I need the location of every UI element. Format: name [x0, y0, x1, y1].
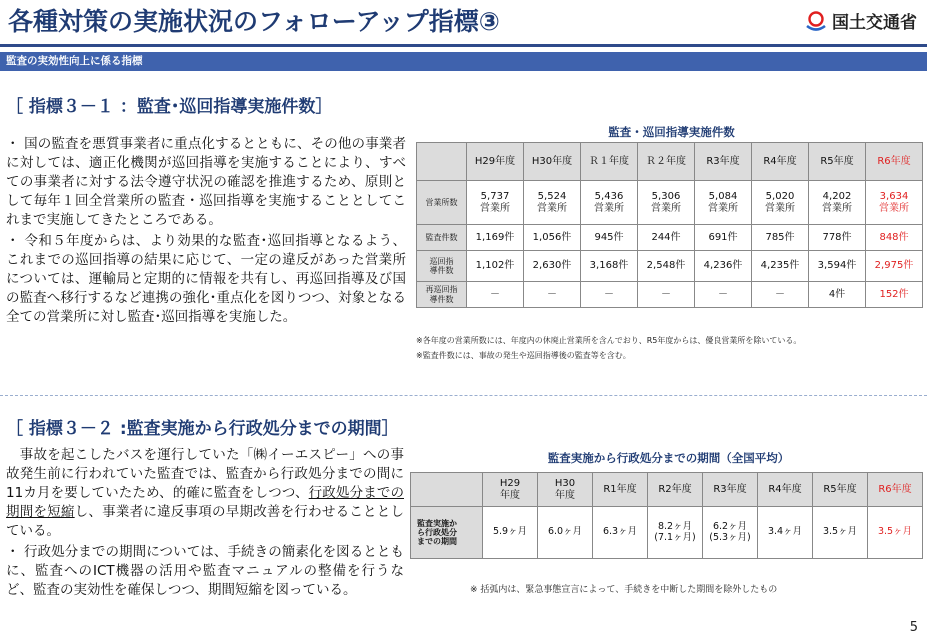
- org-name: 国土交通省: [832, 13, 917, 33]
- table2-cell: 3.5ヶ月: [868, 507, 923, 559]
- table1-cell: －: [524, 282, 581, 308]
- table1-col-header: H30年度: [524, 143, 581, 181]
- underlined-phrase: 行政処分までの期間を短縮: [6, 485, 404, 520]
- table1-row: [417, 251, 923, 282]
- table1-cell: 5,436 営業所: [581, 181, 638, 225]
- table2-cell: 6.2ヶ月 (5.3ヶ月): [703, 507, 758, 559]
- table2-cell: 6.3ヶ月: [593, 507, 648, 559]
- table1-cell: 785件: [752, 225, 809, 251]
- table1-cell: 1,102件: [467, 251, 524, 282]
- table2-cell: 8.2ヶ月 (7.1ヶ月): [648, 507, 703, 559]
- section2-text: [6, 446, 404, 602]
- table1-cell: 5,524 営業所: [524, 181, 581, 225]
- table1-cell: 152件: [866, 282, 923, 308]
- table2-cell: 3.4ヶ月: [758, 507, 813, 559]
- table1-cell: 4件: [809, 282, 866, 308]
- table1-row-label: 営業所数: [417, 181, 467, 225]
- table1-cell: 2,630件: [524, 251, 581, 282]
- table1-cell: 244件: [638, 225, 695, 251]
- header-rule: [0, 44, 927, 47]
- org-logo: [805, 8, 917, 33]
- table2-corner: [411, 473, 483, 507]
- mlit-logo-icon: [805, 10, 827, 32]
- table1-col-header: H29年度: [467, 143, 524, 181]
- table2-cell: 6.0ヶ月: [538, 507, 593, 559]
- table1: [416, 142, 923, 308]
- table1-cell: 5,020 営業所: [752, 181, 809, 225]
- section2-paragraph-2: ・ 行政処分までの期間については、手続きの簡素化を図るとともに、監査へのICT機器の活用や監査マニュアルの整備を行うなど、監査の実効性を確保しつつ、期間短縮を図っている。: [6, 544, 404, 598]
- table1-col-header: R5年度: [809, 143, 866, 181]
- table1-cell: 3,594件: [809, 251, 866, 282]
- table1-cell: 4,236件: [695, 251, 752, 282]
- table1-cell: －: [581, 282, 638, 308]
- table1-cell: 2,975件: [866, 251, 923, 282]
- table1-corner: [417, 143, 467, 181]
- table2-title: 監査実施から行政処分までの期間（全国平均）: [547, 451, 790, 465]
- table2-col-header: R1年度: [593, 473, 648, 507]
- table1-cell: 945件: [581, 225, 638, 251]
- table1-row-label: 再巡回指 導件数: [417, 282, 467, 308]
- table1-cell: 3,634 営業所: [866, 181, 923, 225]
- table1-row: [417, 181, 923, 225]
- table1-row: [417, 282, 923, 308]
- table2-row: [411, 507, 923, 559]
- table2-col-header: R3年度: [703, 473, 758, 507]
- table1-note-2: ※監査件数には、事故の発生や巡回指導後の監査等を含む。: [416, 351, 631, 360]
- section1-paragraph-2: ・ 令和５年度からは、より効果的な監査･巡回指導となるよう、これまでの巡回指導の結果に応じて、一定の違反があった営業所については、運輸局と定期的に情報を共有し、再巡回指導及び国の監査へ移行するなど連携の強化･重点化を図りつつ、対象となる全ての営業所に対し監査･巡回指導を実施した。: [6, 233, 406, 325]
- table1-cell: －: [752, 282, 809, 308]
- table1-col-header: R4年度: [752, 143, 809, 181]
- table2-cell: 3.5ヶ月: [813, 507, 868, 559]
- table2-cell: 5.9ヶ月: [483, 507, 538, 559]
- section2-title: ［ 指標３－２ :監査実施から行政処分までの期間］: [6, 419, 399, 439]
- table1-row: [417, 225, 923, 251]
- table2-col-header: H29 年度: [483, 473, 538, 507]
- table1-cell: 691件: [695, 225, 752, 251]
- subtitle-bar: 監査の実効性向上に係る指標: [0, 52, 927, 71]
- table1-col-header: R6年度: [866, 143, 923, 181]
- table1-title: 監査・巡回指導実施件数: [608, 125, 735, 139]
- table1-cell: 4,202 営業所: [809, 181, 866, 225]
- section2-paragraph-1: 事故を起こしたバスを運行していた「㈱イーエスピー」への事故発生前に行われていた監査では、監査から行政処分までの間に11カ月を要していたため、的確に監査をしつつ、行政処分までの期間を短縮し、事業者に違反事項の早期改善を行わせることとしている。: [6, 447, 405, 539]
- table1-cell: －: [695, 282, 752, 308]
- table2-col-header: R2年度: [648, 473, 703, 507]
- table1-col-header: Ｒ２年度: [638, 143, 695, 181]
- table2: [410, 472, 923, 559]
- table1-cell: －: [638, 282, 695, 308]
- table1-cell: 848件: [866, 225, 923, 251]
- table1-col-header: Ｒ１年度: [581, 143, 638, 181]
- section1-paragraph-1: ・ 国の監査を悪質事業者に重点化するとともに、その他の事業者に対しては、適正化機関が巡回指導を実施することにより、すべての事業者に対する法令遵守状況の確認を推進するため、原則として毎年１回全営業所の監査・巡回指導を実施することとしてこれまで実施してきたところである。: [6, 136, 406, 228]
- section-divider: [0, 395, 927, 396]
- section1-text: [6, 135, 406, 329]
- table1-cell: －: [467, 282, 524, 308]
- page-title: 各種対策の実施状況のフォローアップ指標③: [8, 7, 500, 36]
- table1-row-label: 監査件数: [417, 225, 467, 251]
- table1-cell: 778件: [809, 225, 866, 251]
- table1-cell: 5,084 営業所: [695, 181, 752, 225]
- table2-row-label: 監査実施か ら行政処分 までの期間: [411, 507, 483, 559]
- page-number: 5: [909, 620, 918, 635]
- table2-col-header: R5年度: [813, 473, 868, 507]
- table1-row-label: 巡回指 導件数: [417, 251, 467, 282]
- table2-note: ※ 括弧内は、緊急事態宣言によって、手続きを中断した期間を除外したもの: [470, 585, 778, 595]
- table2-col-header: R4年度: [758, 473, 813, 507]
- table1-cell: 1,169件: [467, 225, 524, 251]
- table1-cell: 3,168件: [581, 251, 638, 282]
- table1-col-header: R3年度: [695, 143, 752, 181]
- table2-col-header: R6年度: [868, 473, 923, 507]
- table1-cell: 5,737 営業所: [467, 181, 524, 225]
- section1-title: ［ 指標３－１ ：監査･巡回指導実施件数］: [6, 97, 333, 117]
- table1-cell: 1,056件: [524, 225, 581, 251]
- table1-notes: [416, 333, 801, 363]
- table1-cell: 2,548件: [638, 251, 695, 282]
- table2-col-header: H30 年度: [538, 473, 593, 507]
- table1-cell: 5,306 営業所: [638, 181, 695, 225]
- table1-cell: 4,235件: [752, 251, 809, 282]
- table1-note-1: ※各年度の営業所数には、年度内の休廃止営業所を含んでおり、R5年度からは、優良営業所を除いている。: [416, 336, 802, 345]
